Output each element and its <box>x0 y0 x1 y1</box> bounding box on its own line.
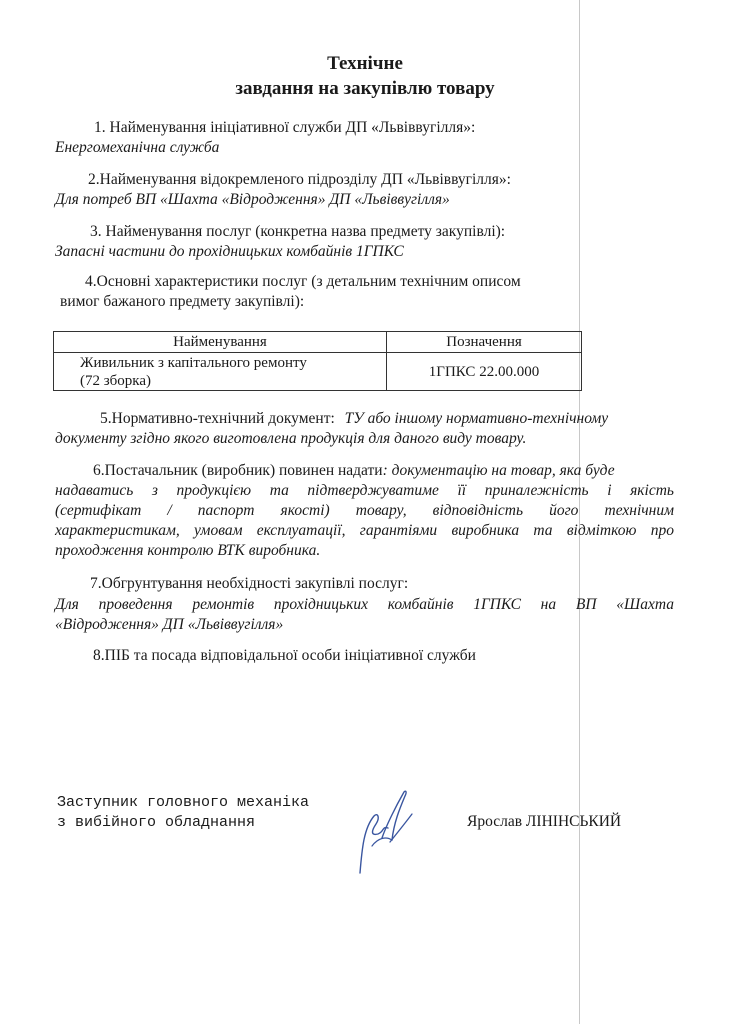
section-3-value: Запасні частини до прохідницьких комбайнів 1ГПКС <box>55 243 404 260</box>
table-header-name: Найменування <box>54 332 387 353</box>
section-3-label: 3. Найменування послуг (конкретна назва предмету закупівлі): <box>90 223 506 240</box>
section-4-label-line2: вимог бажаного предмету закупівлі): <box>60 293 305 310</box>
table-header-code: Позначення <box>387 332 582 353</box>
section-1-label: 1. Найменування ініціативної служби ДП «Львіввугілля»: <box>94 119 476 136</box>
section-5-label: 5.Нормативно-технічний документ: <box>100 410 335 427</box>
table-header-row <box>54 332 582 353</box>
section-6-line5: проходження контролю ВТК виробника. <box>55 542 321 559</box>
section-1-value: Енергомеханічна служба <box>55 139 220 156</box>
section-6-value: : документацію на товар, яка буде <box>382 462 615 479</box>
section-6-line2: надаватись з продукцією та підтверджуватиме її приналежність і якість <box>55 482 674 499</box>
section-5-line1 <box>100 409 674 429</box>
section-6-label: 6.Постачальник (виробник) повинен надати <box>93 462 383 479</box>
section-7-label: 7.Обгрунтування необхідності закупівлі послуг: <box>90 575 409 592</box>
document-title: Технічне <box>327 53 403 74</box>
section-5-value: ТУ або іншому нормативно-технічному <box>344 410 609 427</box>
table-cell-name <box>54 353 387 391</box>
signatory-position-line1: Заступник головного механіка <box>57 794 310 811</box>
section-6-line3: (сертифікат / паспорт якості) товару, відповідність його технічним <box>55 502 674 519</box>
handwritten-signature <box>352 788 432 878</box>
section-2-value: Для потреб ВП «Шахта «Відродження» ДП «Львіввугілля» <box>55 191 450 208</box>
section-6-line1 <box>93 461 615 481</box>
signatory-position-line2: з вибійного обладнання <box>57 814 256 831</box>
item-name-line2: (72 зборка) <box>80 372 152 389</box>
section-7-value-line2: «Відродження» ДП «Львіввугілля» <box>55 616 284 633</box>
section-4-label-line1: 4.Основні характеристики послуг (з детальним технічним описом <box>85 273 521 290</box>
document-subtitle: завдання на закупівлю товару <box>235 78 495 99</box>
section-8-label: 8.ПІБ та посада відповідальної особи ініціативної служби <box>93 647 476 664</box>
section-2-label: 2.Найменування відокремленого підрозділу ДП «Львіввугілля»: <box>88 171 511 188</box>
table-row <box>54 353 582 391</box>
specification-table <box>53 331 582 391</box>
section-7-value-line1: Для проведення ремонтів прохідницьких комбайнів 1ГПКС на ВП «Шахта <box>55 596 674 613</box>
section-5-line2: документу згідно якого виготовлена продукція для даного виду товару. <box>55 430 527 447</box>
signatory-name: Ярослав ЛІНІНСЬКИЙ <box>467 813 622 830</box>
table-cell-code: 1ГПКС 22.00.000 <box>387 353 582 391</box>
item-name-line1: Живильник з капітального ремонту <box>80 354 307 371</box>
section-6-line4: характеристикам, умовам експлуатації, гарантіями виробника та відміткою про <box>55 522 674 539</box>
